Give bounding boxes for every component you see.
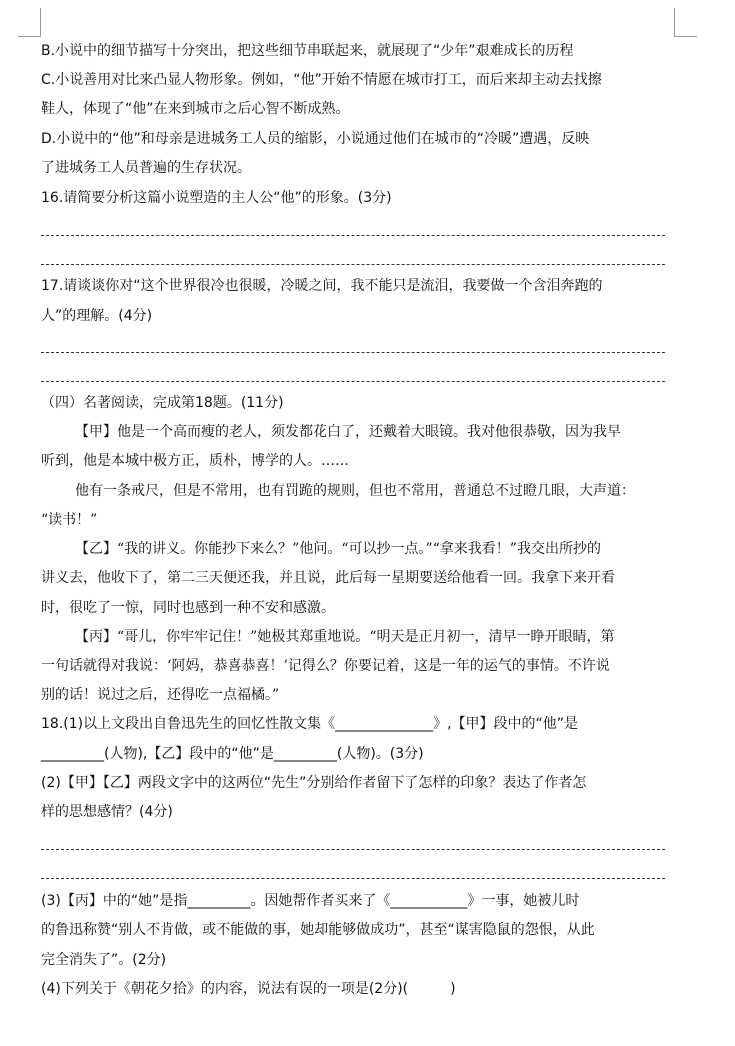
question-16: 16.请简要分析这篇小说塑造的主人公“他”的形象。(3分) [41, 190, 392, 206]
page-corner-mark-top-right [674, 8, 697, 37]
answer-line-18-2-1[interactable] [41, 849, 665, 850]
option-d-line-1: D.小说中的“他”和母亲是进城务工人员的缩影，小说通过他们在城市的“冷暖”遭遇，反映 [41, 131, 590, 147]
answer-line-18-2-2[interactable] [41, 878, 665, 879]
passage-yi-line-3: 时，很吃了一惊，同时也感到一种不安和感激。 [41, 600, 335, 616]
passage-yi-line-1: 【乙】“我的讲义。你能抄下来么？”他问。“可以抄一点。”“拿来我看！”我交出所抄的 [75, 541, 601, 557]
question-17-line-2: 人”的理解。(4分) [41, 308, 153, 324]
passage-yi-line-2: 讲义去，他收下了，第二三天便还我，并且说，此后每一星期要送给他看一回。我拿下来开看 [41, 570, 615, 586]
passage-bing-line-2: 一句话就得对我说：‘阿妈，恭喜恭喜！’记得么？你要记着，这是一年的运气的事情。不许说 [41, 658, 610, 674]
answer-line-17-1[interactable] [41, 352, 665, 353]
question-18-2-line-2: 样的思想感情？(4分) [41, 804, 173, 820]
passage-jia-line-3: 他有一条戒尺，但是不常用，也有罚跪的规则，但也不常用，普通总不过瞪几眼，大声道： [75, 483, 635, 499]
option-c-line-2: 鞋人，体现了“他”在来到城市之后心智不断成熟。 [41, 101, 350, 117]
option-c-line-1: C.小说善用对比来凸显人物形象。例如，“他”开始不情愿在城市打工，而后来却主动去找擦 [41, 72, 602, 88]
question-18-3-line-2: 的鲁迅称赞“别人不肯做，或不能做的事，她却能够做成功”，甚至“谋害隐鼠的怨恨，从此 [41, 922, 595, 938]
question-18-2-line-1: (2)【甲】【乙】两段文字中的这两位“先生”分别给作者留下了怎样的印象？表达了作者怎 [41, 775, 587, 791]
question-17-line-1: 17.请谈谈你对“这个世界很冷也很暖，冷暖之间，我不能只是流泪，我要做一个含泪奔跑的 [41, 278, 603, 294]
passage-jia-line-2: 听到，他是本城中极方正，质朴，博学的人。…… [41, 453, 349, 469]
option-b-line: B.小说中的细节描写十分突出，把这些细节串联起来，就展现了“少年”艰难成长的历程 [41, 43, 574, 59]
section-4-heading: （四）名著阅读，完成第18题。(11分) [41, 395, 284, 411]
passage-bing-line-3: 别的话！说过之后，还得吃一点福橘。” [41, 687, 280, 703]
question-18-3-line-3: 完全消失了”。(2分) [41, 952, 167, 968]
answer-line-16-1[interactable] [41, 235, 665, 236]
page-corner-mark-top-left [18, 8, 41, 37]
question-18-4: (4)下列关于《朝花夕拾》的内容，说法有误的一项是(2分)( ) [41, 981, 456, 997]
passage-bing-line-1: 【丙】“哥儿，你牢牢记住！”她极其郑重地说。“明天是正月初一，清早一睁开眼睛，第 [75, 629, 615, 645]
answer-line-16-2[interactable] [41, 264, 665, 265]
question-18-1-line-1: 18.(1)以上文段出自鲁迅先生的回忆性散文集《______________》,【甲】段中的“他”是 [41, 716, 579, 732]
passage-jia-line-4: “读书！” [41, 512, 98, 528]
option-d-line-2: 了进城务工人员普遍的生存状况。 [41, 160, 251, 176]
question-18-3-line-1: (3)【丙】中的“她”是指_________。因她帮作者买来了《___________》一事，她被儿时 [41, 893, 580, 909]
passage-jia-line-1: 【甲】他是一个高而瘦的老人，须发都花白了，还戴着大眼镜。我对他很恭敬，因为我早 [75, 424, 621, 440]
question-18-1-line-2: _________(人物),【乙】段中的“他”是_________(人物)。(3分) [41, 746, 424, 762]
answer-line-17-2[interactable] [41, 381, 665, 382]
